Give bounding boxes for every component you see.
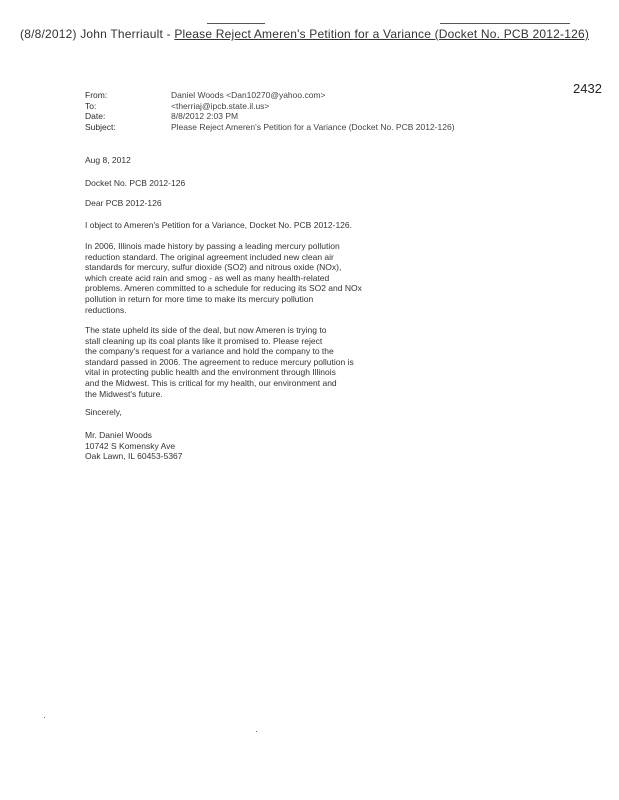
header-prefix: (8/8/2012) John Therriault - [20, 27, 171, 41]
paragraph-line: reductions. [85, 304, 127, 315]
paragraph-line: which create acid rain and smog - as well as many health-related [85, 272, 330, 283]
paragraph-line: the Midwest's future. [85, 388, 163, 399]
email-body-salutation [85, 198, 385, 209]
body-date: Aug 8, 2012 [85, 155, 131, 165]
meta-row-subject [85, 122, 455, 133]
paragraph-line: standards for mercury, sulfur dioxide (SO2) and nitrous oxide (NOx), [85, 262, 342, 273]
email-metadata [85, 90, 455, 132]
email-body-date [85, 155, 385, 166]
meta-row-from [85, 90, 455, 101]
signature-line: Oak Lawn, IL 60453-5367 [85, 451, 183, 462]
meta-value: <therriaj@ipcb.state.il.us> [171, 100, 270, 111]
signature-line: 10742 S Komensky Ave [85, 440, 176, 451]
page-number: 2432 [573, 81, 602, 96]
paragraph-line: vital in protecting public health and the environment through Illinois [85, 367, 336, 378]
meta-value: 8/8/2012 2:03 PM [171, 111, 239, 121]
body-closing: Sincerely, [85, 407, 122, 417]
meta-label: To: [85, 100, 97, 111]
paragraph-line: stall cleaning up its coal plants like it promised to. Please reject [85, 335, 323, 346]
header-rule [440, 23, 570, 24]
email-body-closing [85, 407, 385, 418]
paragraph-line: and the Midwest. This is critical for my health, our environment and [85, 377, 337, 388]
paragraph-line: problems. Ameren committed to a schedule for reducing its SO2 and NOx [85, 283, 362, 294]
scan-speck [44, 717, 45, 718]
paragraph-line: pollution in return for more time to make its mercury pollution [85, 293, 314, 304]
paragraph-line: standard passed in 2006. The agreement to reduce mercury pollution is [85, 356, 354, 367]
signature-block [85, 430, 385, 462]
meta-label: Date: [85, 111, 106, 121]
meta-value: Daniel Woods <Dan10270@yahoo.com> [171, 90, 326, 100]
scan-speck [256, 731, 257, 732]
meta-label: Subject: [85, 121, 116, 132]
header-subject: Please Reject Ameren's Petition for a Variance (Docket No. PCB 2012-126) [174, 27, 590, 41]
header-rule [207, 23, 265, 24]
paragraph-line: the company's request for a variance and hold the company to the [85, 346, 334, 357]
paragraph-line: The state upheld its side of the deal, but now Ameren is trying to [85, 325, 327, 335]
body-salutation: Dear PCB 2012-126 [85, 198, 162, 208]
body-docket: Docket No. PCB 2012-126 [85, 178, 186, 188]
meta-value: Please Reject Ameren's Petition for a Variance (Docket No. PCB 2012-126) [171, 121, 455, 132]
meta-row-date [85, 111, 455, 122]
paragraph-line: In 2006, Illinois made history by passing a leading mercury pollution [85, 241, 340, 251]
meta-label: From: [85, 90, 108, 100]
body-paragraph-1 [85, 241, 385, 315]
body-objection: I object to Ameren's Petition for a Variance, Docket No. PCB 2012-126. [85, 220, 352, 230]
document-header [20, 27, 589, 41]
email-body-docket [85, 178, 385, 189]
meta-row-to [85, 101, 455, 112]
signature-line: Mr. Daniel Woods [85, 430, 152, 440]
email-body-objection [85, 220, 385, 231]
body-paragraph-2 [85, 325, 385, 399]
paragraph-line: reduction standard. The original agreement included new clean air [85, 251, 334, 262]
